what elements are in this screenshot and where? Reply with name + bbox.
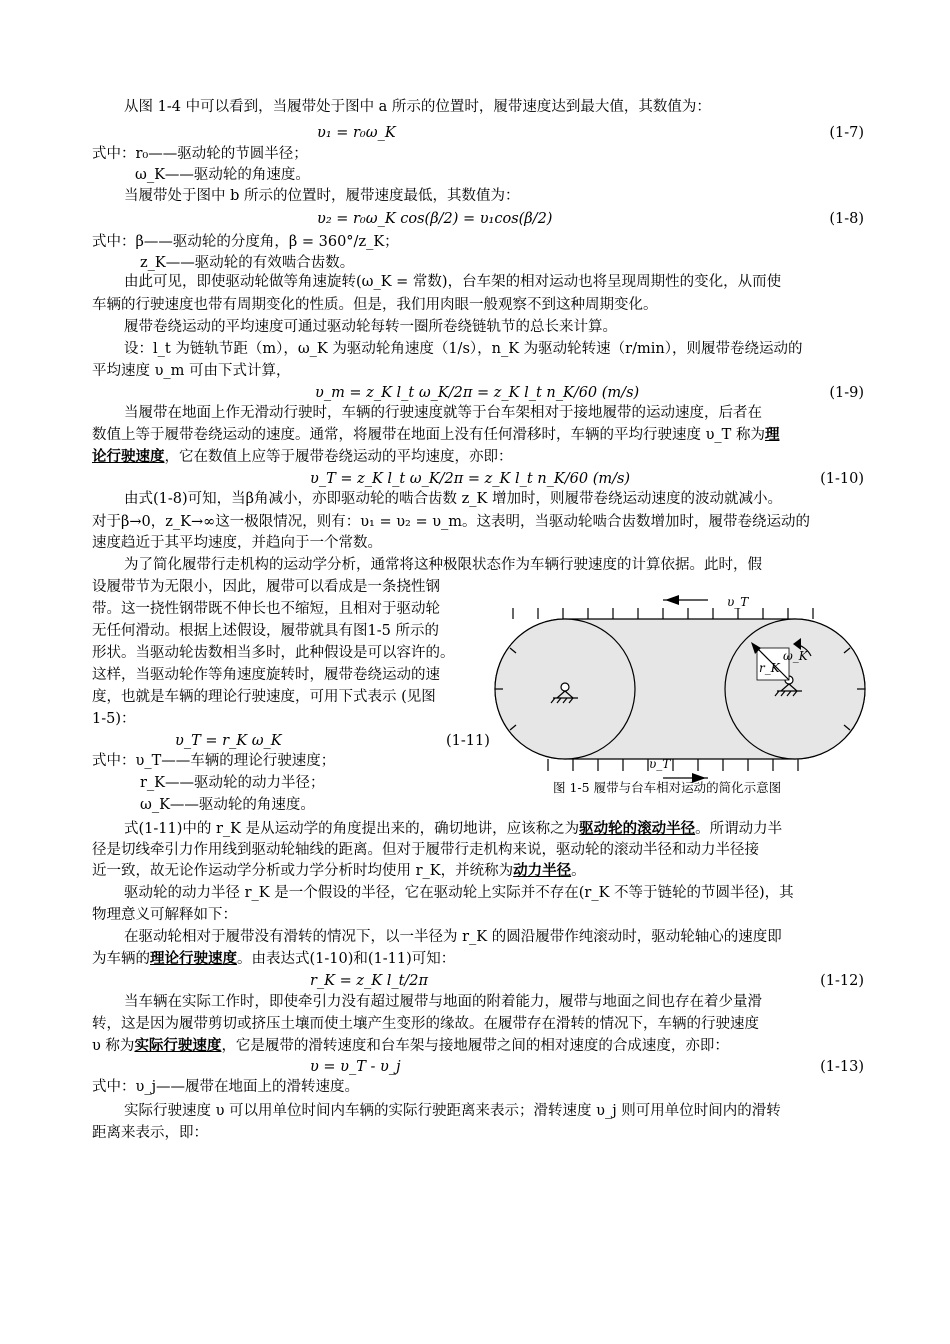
equation: υ₁ = r₀ω_K (317, 125, 396, 141)
term-highlight: 理论行驶速度 (150, 950, 237, 967)
label-omega: ω_K (783, 649, 808, 663)
paragraph-line: 带。这一挠性钢带既不伸长也不缩短，且相对于驱动轮 (92, 601, 440, 617)
paragraph-line: 式中：υ_T——车辆的理论行驶速度； (92, 753, 336, 769)
equation-number: (1-12) (820, 973, 864, 989)
paragraph-line: 转，这是因为履带剪切或挤压土壤而使土壤产生变形的缘故。在履带存在滑转的情况下，车辆的行驶速度 (92, 1016, 759, 1032)
paragraph-line: ω_K——驱动轮的角速度。 (140, 797, 315, 813)
paragraph-line: 平均速度 υ_m 可由下式计算， (92, 363, 291, 379)
text-span: 为车辆的 (92, 951, 150, 967)
label-radius: r_K (759, 661, 780, 675)
text-span: ，它是履带的滑转速度和台车架与接地履带之间的相对速度的合成速度，亦即： (221, 1038, 729, 1054)
paragraph-line (92, 950, 455, 968)
paragraph-line: 履带卷绕运动的平均速度可通过驱动轮每转一圈所卷绕链轨节的总长来计算。 (124, 319, 617, 335)
text-span: υ 称为 (92, 1038, 135, 1054)
paragraph-line: 速度趋近于其平均速度，并趋向于一个常数。 (92, 535, 382, 551)
label-vt-bottom: υ_T (649, 757, 671, 771)
term-highlight: 理 (764, 426, 780, 443)
paragraph-line: 度，也就是车辆的理论行驶速度，可用下式表示 (见图 (92, 689, 436, 705)
equation: υ_T = z_K l_t ω_K/2π = z_K l_t n_K/60 (m/s) (310, 471, 631, 487)
paragraph-line: 径是切线牵引力作用线到驱动轮轴线的距离。但对于履带行走机构来说，驱动轮的滚动半径和动力半径接 (92, 842, 759, 858)
text-span: 。 (571, 863, 586, 879)
label-vt-top: υ_T (727, 595, 749, 609)
paragraph-line: 无任何滑动。根据上述假设，履带就具有图1-5 所示的 (92, 623, 439, 639)
equation-number: (1-13) (820, 1059, 864, 1075)
paragraph-line (92, 1037, 729, 1055)
term-highlight: 动力半径 (513, 862, 572, 879)
equation: υ₂ = r₀ω_K cos(β/2) = υ₁cos(β/2) (317, 211, 553, 227)
paragraph-line (92, 448, 513, 466)
paragraph-line: 驱动轮的动力半径 r_K 是一个假设的半径，它在驱动轮上实际并不存在(r_K 不等于链轮的节圆半径)，其 (124, 885, 794, 901)
paragraph-line: 物理意义可解释如下： (92, 907, 237, 923)
paragraph-line: 当履带处于图中 b 所示的位置时，履带速度最低，其数值为： (124, 188, 520, 204)
paragraph-line: 式中：r₀——驱动轮的节圆半径； (92, 146, 308, 162)
paragraph-line: 式中：υ_j——履带在地面上的滑转速度。 (92, 1079, 360, 1095)
paragraph-line: 当履带在地面上作无滑动行驶时，车辆的行驶速度就等于台车架相对于接地履带的运动速度，后者在 (124, 405, 762, 421)
paragraph-line: 在驱动轮相对于履带没有滑转的情况下，以一半径为 r_K 的圆沿履带作纯滚动时，驱动轮轴心的速度即 (124, 929, 782, 945)
paragraph-line: 实际行驶速度 υ 可以用单位时间内车辆的实际行驶距离来表示；滑转速度 υ_j 则可用单位时间内的滑转 (124, 1103, 781, 1119)
paragraph-line: 由式(1-8)可知，当β角减小，亦即驱动轮的啮合齿数 z_K 增加时，则履带卷绕运动速度的波动就减小。 (124, 491, 782, 507)
equation: υ_m = z_K l_t ω_K/2π = z_K l_t n_K/60 (m/s) (315, 385, 640, 401)
paragraph-line: 距离来表示，即： (92, 1125, 208, 1141)
paragraph-line: 车辆的行驶速度也带有周期变化的性质。但是，我们用肉眼一般观察不到这种周期变化。 (92, 297, 658, 313)
bottom-track-ticks (548, 759, 798, 771)
text-span: ，它在数值上应等于履带卷绕运动的平均速度，亦即： (164, 449, 513, 465)
equation-number: (1-11) (446, 733, 490, 749)
term-highlight: 实际行驶速度 (134, 1037, 222, 1054)
paragraph-line: z_K——驱动轮的有效啮合齿数。 (140, 255, 355, 271)
term-highlight: 论行驶速度 (92, 448, 165, 465)
paragraph-line: 这样，当驱动轮作等角速度旋转时，履带卷绕运动的速 (92, 667, 440, 683)
paragraph-line: 由此可见，即使驱动轮做等角速旋转(ω_K = 常数)，台车架的相对运动也将呈现周期性的变化，从而使 (124, 274, 782, 290)
paragraph-line: r_K——驱动轮的动力半径； (140, 775, 325, 791)
paragraph-line: ω_K——驱动轮的角速度。 (135, 167, 310, 183)
text-span: 式(1-11)中的 r_K 是从运动学的角度提出来的，确切地讲，应该称之为 (124, 821, 580, 837)
equation: υ = υ_T - υ_j (310, 1059, 401, 1075)
equation: r_K = z_K l_t/2π (310, 973, 429, 989)
paragraph-line: 形状。当驱动轮齿数相当多时，此种假设是可以容许的。 (92, 645, 455, 661)
paragraph-line: 设履带节为无限小，因此，履带可以看成是一条挠性钢 (92, 579, 440, 595)
paragraph-line: 为了简化履带行走机构的运动学分析，通常将这种极限状态作为车辆行驶速度的计算依据。此时，假 (124, 557, 762, 573)
paragraph-line (124, 820, 782, 838)
equation-number: (1-9) (829, 385, 864, 401)
paragraph-line: 从图 1-4 中可以看到，当履带处于图中 a 所示的位置时，履带速度达到最大值，其数值为： (124, 99, 711, 115)
paragraph-line: 当车辆在实际工作时，即使牵引力没有超过履带与地面的附着能力，履带与地面之间也存在着少量滑 (124, 994, 762, 1010)
paragraph-line: 对于β→0，z_K→∞这一极限情况，则有：υ₁ = υ₂ = υ_m。这表明，当驱动轮啮合齿数增加时，履带卷绕运动的 (92, 514, 811, 530)
equation-number: (1-7) (829, 125, 864, 141)
track-diagram (493, 588, 867, 803)
paragraph-line: 设：l_t 为链轨节距（m），ω_K 为驱动轮角速度（1/s），n_K 为驱动轮转速（r/min），则履带卷绕运动的 (124, 341, 803, 357)
paragraph-line (92, 426, 779, 444)
paragraph-line: 式中：β——驱动轮的分度角，β = 360°/z_K； (92, 234, 399, 250)
text-span: 。所谓动力半 (695, 821, 783, 837)
figure-caption: 图 1-5 履带与台车相对运动的简化示意图 (553, 780, 782, 795)
paragraph-line (92, 862, 586, 880)
equation: υ_T = r_K ω_K (175, 733, 282, 749)
term-highlight: 驱动轮的滚动半径 (579, 820, 696, 837)
text-span: 近一致，故无论作运动学分析或力学分析时均使用 r_K，并统称为 (92, 863, 514, 879)
top-velocity-arrowhead (665, 595, 679, 605)
text-span: 数值上等于履带卷绕运动的速度。通常，将履带在地面上没有任何滑移时，车辆的平均行驶速度 υ_T 称为 (92, 427, 765, 443)
top-track-ticks (513, 608, 813, 619)
equation-number: (1-10) (820, 471, 864, 487)
equation-number: (1-8) (829, 211, 864, 227)
paragraph-line: 1-5)： (92, 711, 136, 727)
text-span: 。由表达式(1-10)和(1-11)可知： (237, 951, 456, 967)
track-diagram-svg (493, 588, 867, 803)
